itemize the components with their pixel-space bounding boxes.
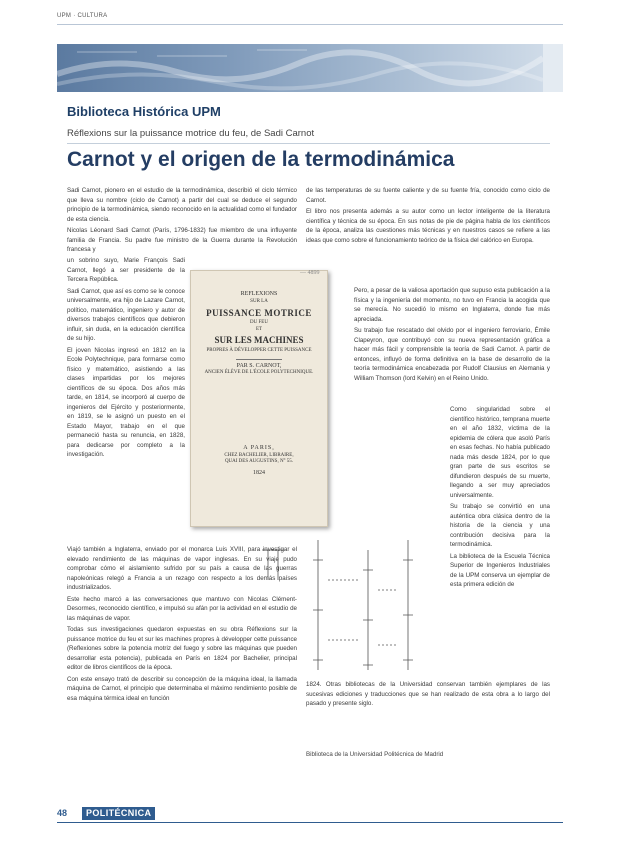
cover-line: PUISSANCE MOTRICE — [206, 308, 312, 318]
paragraph: 1824. Otras bibliotecas de la Universidad conservan también ejemplares de las sucesivas ediciones y traducciones que se han realizado de esta obra a lo largo del pasado y presente siglo. — [306, 681, 550, 707]
paragraph: de las temperaturas de su fuente caliente y de su fuente fría, conocido como ciclo de Carnot. — [306, 187, 550, 204]
paragraph: Sadi Carnot, que así es como se le conoce universalmente, era hijo de Lazare Carnot, político, matemático, ingeniero y autor de diversos trabajos científicos que debieron influir, sin duda, en la educación científica de su hijo. — [67, 287, 185, 342]
text-column-right-low — [306, 680, 550, 711]
paragraph: Su trabajo se convirtió en una auténtica obra clásica dentro de la historia de la ciencia y una contribución decisiva para la termodinámica. — [450, 503, 550, 548]
cover-line: QUAI DES AUGUSTINS, N° 55. — [224, 459, 294, 464]
cover-line: ET — [255, 327, 263, 332]
cover-line: PAR S. CARNOT, — [236, 363, 282, 369]
section-tag: UPM · CULTURA — [57, 13, 108, 19]
text-column-right-narrow — [450, 405, 550, 592]
cover-line: CHEZ BACHELIER, LIBRAIRE, — [224, 453, 294, 458]
cover-line: 1824 — [253, 470, 265, 476]
article-note: Réflexions sur la puissance motrice du feu, de Sadi Carnot — [67, 128, 315, 139]
page-number: 48 — [57, 808, 68, 818]
paragraph: Con este ensayo trató de describir su concepción de la máquina ideal, la llamada máquina de Carnot, el principio que determinaba el máximo rendimiento posible de esa máquina térmica ideal en función — [67, 675, 297, 702]
cover-line: PROPRES À DÉVELOPPER CETTE PUISSANCE — [206, 348, 312, 353]
paragraph: La biblioteca de la Escuela Técnica Superior de Ingenieros Industriales de la UPM conserva un ejemplar de esta primera edición de — [450, 552, 550, 588]
paragraph: Su trabajo fue rescatado del olvido por el ingeniero ferroviario, Émile Clapeyron, que contribuyó con su nueva representación gráfica a hacer más fácil y comprensible la teoría de Sadi Carnot. A partir de entonces, influyó de forma definitiva en la base de desarrollo de la teoría termodinámica encabezada por Rudolf Clausius en Alemania y William Thomson (lord Kelvin) en el Reino Unido. — [354, 327, 550, 382]
paragraph: Pero, a pesar de la valiosa aportación que supuso esta publicación a la física y la ingeniería del momento, no tuvo en Francia la acogida que se merecía. No sucedió lo mismo en Inglaterra, donde fue más apreciada. — [354, 287, 550, 323]
paragraph: Nicolas Léonard Sadi Carnot (París, 1796-1832) fue miembro de una influyente familia de Francia. Su padre fue ministro de la Guerra durante la Revolución francesa y — [67, 227, 297, 253]
cover-line: ANCIEN ÉLÈVE DE L'ÉCOLE POLYTECHNIQUE. — [204, 370, 314, 375]
header-rule — [57, 24, 563, 25]
header-banner — [57, 44, 543, 92]
paragraph: El joven Nicolas ingresó en 1812 en la Ecole Polytechnique, para formarse como físico y matemático, asistiendo a las clases impartidas por los mejores científicos de su época. Dos años más tarde, en 1814, se incorporó al cuerpo de ingenieros del Ejército y posteriormente, en 1819, se le asignó un puesto en el Estado Mayor, trabajo en el que permaneció hasta su renuncia, en 1828, para dedicarse por completo a la investigación. — [67, 346, 185, 458]
banner-cap — [543, 44, 563, 92]
paragraph: un sobrino suyo, Marie François Sadi Carnot, llegó a ser presidente de la Tercera República. — [67, 257, 185, 283]
cover-line: SUR LA — [250, 299, 268, 304]
cover-line: A PARIS, — [243, 445, 275, 451]
cover-stamp: — 4899 — [300, 270, 320, 276]
section-subtitle: Biblioteca Histórica UPM — [67, 104, 221, 119]
text-column-right-mid — [354, 286, 550, 385]
cover-line: REFLEXIONS — [240, 291, 278, 297]
footer-rule — [57, 822, 563, 823]
paragraph: Viajó también a Inglaterra, enviado por el monarca Luis XVIII, para investigar el elevado rendimiento de las máquinas de vapor inglesas. En su viaje pudo comprobar cómo el aislamiento sufrido por su país a causa de las guerras napoleónicas relegó a Francia a un rezago con respecto a los demás países industrializados. — [67, 546, 297, 591]
paragraph: Todas sus investigaciones quedaron expuestas en su obra Réflexions sur la puissance motrice du feu et sur les machines propres à développer cette puissance (Reflexiones sobre la potencia motriz del fuego y sobre las máquinas que pueden desarrollar esta potencia), publicada en París en 1824 por Bachelier, principal editor de libros científicos de la época. — [67, 626, 297, 671]
text-column-left-top — [67, 186, 297, 257]
magazine-brand: POLITÉCNICA — [82, 807, 155, 820]
text-column-right-top — [306, 186, 550, 247]
text-column-left-narrow — [67, 256, 185, 462]
note-rule — [67, 143, 550, 144]
cover-line: SUR LES MACHINES — [214, 335, 304, 345]
technical-drawing — [258, 520, 444, 680]
cover-rule — [236, 359, 282, 360]
book-cover-image — [190, 270, 328, 527]
banner-pattern — [57, 44, 543, 92]
image-caption: Biblioteca de la Universidad Politécnica de Madrid — [306, 751, 444, 758]
article-title: Carnot y el origen de la termodinámica — [67, 148, 455, 171]
paragraph: Este hecho marcó a las conversaciones que mantuvo con Nicolas Clément-Desormes, reconocido científico, e impulsó su afán por la actividad en el estudio de las máquinas de vapor. — [67, 595, 297, 622]
paragraph: El libro nos presenta además a su autor como un lector inteligente de la literatura científica y técnica de su época. En sus notas de pie de página habla de los científicos de la época, analiza las cuestiones más técnicas y en nuestros casos se refiere a las ideas que como sobre el funcionamiento teórico de la física del calórico en Europa. — [306, 208, 550, 244]
paragraph: Como singularidad sobre el científico histórico, temprana muerte en el año 1832, víctima de la epidemia de cólera que asoló París en esas fechas. No había publicado nada más desde 1824, por lo que gran parte de sus escritos se difundieron después de su muerte, llegando a ser muy apreciados universalmente. — [450, 406, 550, 499]
cover-line: DU FEU — [250, 320, 268, 325]
paragraph: Sadi Carnot, pionero en el estudio de la termodinámica, describió el ciclo térmico que lleva su nombre (ciclo de Carnot) a partir del cual se deduce el segundo principio de la termodinámica, siendo reconocido en la actualidad como el fundador de esta ciencia. — [67, 187, 297, 223]
